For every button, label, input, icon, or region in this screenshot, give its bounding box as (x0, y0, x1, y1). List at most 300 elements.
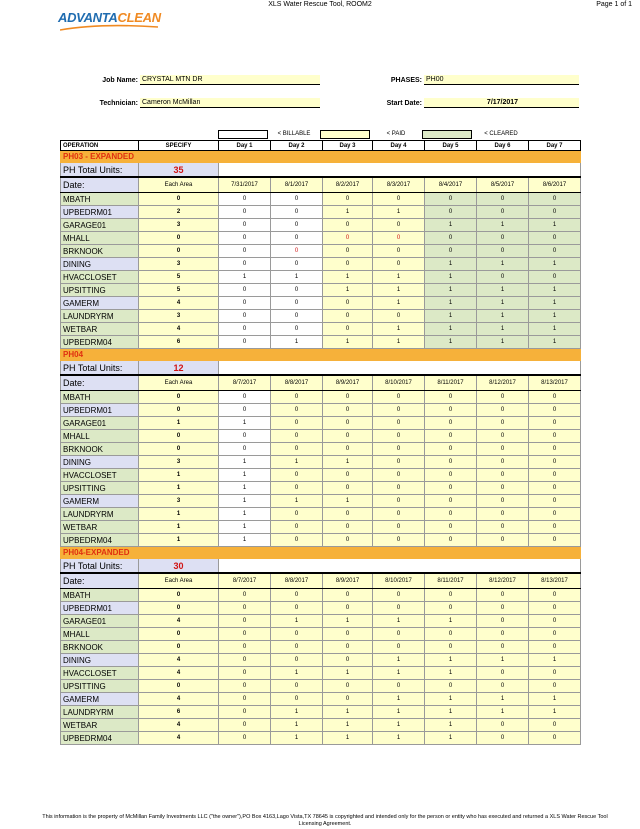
day-cell[interactable]: 1 (477, 310, 529, 323)
day-cell[interactable]: 0 (477, 602, 529, 615)
day-cell[interactable]: 0 (529, 469, 581, 482)
day-cell[interactable]: 1 (271, 706, 323, 719)
day-cell[interactable]: 0 (529, 680, 581, 693)
day-cell[interactable]: 0 (323, 245, 373, 258)
day-cell[interactable]: 0 (477, 391, 529, 404)
day-cell[interactable]: 0 (373, 495, 425, 508)
day-cell[interactable]: 0 (425, 641, 477, 654)
day-cell[interactable]: 0 (323, 258, 373, 271)
day-cell[interactable]: 0 (271, 193, 323, 206)
day-cell[interactable]: 0 (271, 245, 323, 258)
day-cell[interactable]: 0 (477, 680, 529, 693)
day-cell[interactable]: 0 (373, 469, 425, 482)
day-cell[interactable]: 0 (373, 404, 425, 417)
specify-cell[interactable]: 0 (139, 245, 219, 258)
day-cell[interactable]: 1 (323, 456, 373, 469)
day-cell[interactable]: 0 (219, 602, 271, 615)
room-name: UPSITTING (61, 680, 139, 693)
day-cell[interactable]: 1 (373, 693, 425, 706)
specify-cell[interactable]: 1 (139, 482, 219, 495)
day-cell[interactable]: 1 (323, 667, 373, 680)
specify-cell[interactable]: 0 (139, 641, 219, 654)
day-cell[interactable]: 0 (477, 245, 529, 258)
day-cell[interactable]: 0 (373, 534, 425, 547)
day-cell[interactable]: 0 (219, 719, 271, 732)
day-cell[interactable]: 0 (529, 667, 581, 680)
day-cell[interactable]: 0 (529, 417, 581, 430)
day-cell[interactable]: 0 (219, 297, 271, 310)
day-cell[interactable]: 0 (477, 615, 529, 628)
specify-cell[interactable]: 4 (139, 297, 219, 310)
day-cell[interactable]: 0 (219, 404, 271, 417)
day-cell[interactable]: 0 (271, 232, 323, 245)
specify-cell[interactable]: 1 (139, 534, 219, 547)
day-cell[interactable]: 0 (373, 430, 425, 443)
day-cell[interactable]: 0 (477, 193, 529, 206)
day-cell[interactable]: 0 (323, 628, 373, 641)
day-cell[interactable]: 1 (323, 732, 373, 745)
day-cell[interactable]: 1 (425, 323, 477, 336)
day-cell[interactable]: 1 (425, 284, 477, 297)
day-cell[interactable]: 1 (373, 323, 425, 336)
day-cell[interactable]: 0 (477, 495, 529, 508)
day-cell[interactable]: 0 (373, 391, 425, 404)
day-cell[interactable]: 1 (219, 417, 271, 430)
day-cell[interactable]: 1 (529, 284, 581, 297)
day-cell[interactable]: 1 (529, 336, 581, 349)
day-cell[interactable]: 0 (323, 534, 373, 547)
day-cell[interactable]: 0 (373, 521, 425, 534)
day-cell[interactable]: 1 (477, 336, 529, 349)
day-cell[interactable]: 0 (529, 391, 581, 404)
day-cell[interactable]: 0 (477, 589, 529, 602)
day-cell[interactable]: 0 (425, 391, 477, 404)
day-cell[interactable]: 0 (373, 310, 425, 323)
day-cell[interactable]: 0 (529, 495, 581, 508)
day-cell[interactable]: 1 (529, 258, 581, 271)
day-cell[interactable]: 0 (271, 404, 323, 417)
specify-cell[interactable]: 3 (139, 219, 219, 232)
day-cell[interactable]: 0 (477, 719, 529, 732)
day-cell[interactable]: 0 (323, 310, 373, 323)
job-name-field[interactable]: CRYSTAL MTN DR (140, 75, 320, 85)
day-cell[interactable]: 1 (323, 206, 373, 219)
day-cell[interactable]: 0 (477, 456, 529, 469)
day-cell[interactable]: 1 (271, 667, 323, 680)
day-cell[interactable]: 1 (219, 469, 271, 482)
day-cell[interactable]: 1 (323, 615, 373, 628)
day-cell[interactable]: 1 (425, 258, 477, 271)
day-cell[interactable]: 0 (425, 245, 477, 258)
day-cell[interactable]: 0 (271, 693, 323, 706)
day-cell[interactable]: 0 (323, 417, 373, 430)
day-cell[interactable]: 0 (425, 430, 477, 443)
day-cell[interactable]: 0 (271, 323, 323, 336)
day-cell[interactable]: 0 (529, 719, 581, 732)
day-cell[interactable]: 1 (529, 693, 581, 706)
day-cell[interactable]: 0 (425, 404, 477, 417)
day-cell[interactable]: 0 (529, 589, 581, 602)
day-cell[interactable]: 1 (323, 336, 373, 349)
specify-cell[interactable]: 4 (139, 615, 219, 628)
day-cell[interactable]: 0 (373, 641, 425, 654)
specify-cell[interactable]: 6 (139, 336, 219, 349)
specify-cell[interactable]: 3 (139, 310, 219, 323)
day-cell[interactable]: 1 (425, 336, 477, 349)
day-cell[interactable]: 1 (373, 654, 425, 667)
day-cell[interactable]: 0 (271, 258, 323, 271)
day-cell[interactable]: 0 (271, 534, 323, 547)
specify-cell[interactable]: 0 (139, 391, 219, 404)
day-cell[interactable]: 0 (477, 641, 529, 654)
day-cell[interactable]: 1 (271, 615, 323, 628)
day-cell[interactable]: 0 (323, 193, 373, 206)
specify-cell[interactable]: 4 (139, 323, 219, 336)
day-cell[interactable]: 0 (323, 297, 373, 310)
day-cell[interactable]: 0 (529, 615, 581, 628)
day-cell[interactable]: 0 (271, 443, 323, 456)
day-cell[interactable]: 0 (271, 297, 323, 310)
day-cell[interactable]: 1 (373, 297, 425, 310)
day-cell[interactable]: 0 (425, 589, 477, 602)
day-cell[interactable]: 1 (529, 310, 581, 323)
day-cell[interactable]: 0 (271, 602, 323, 615)
specify-cell[interactable]: 0 (139, 430, 219, 443)
day-cell[interactable]: 0 (373, 589, 425, 602)
day-cell[interactable]: 0 (219, 443, 271, 456)
day-cell[interactable]: 0 (271, 482, 323, 495)
specify-cell[interactable]: 1 (139, 521, 219, 534)
day-cell[interactable]: 1 (373, 271, 425, 284)
specify-cell[interactable]: 5 (139, 271, 219, 284)
day-cell[interactable]: 1 (219, 495, 271, 508)
day-cell[interactable]: 0 (425, 417, 477, 430)
day-cell[interactable]: 0 (219, 680, 271, 693)
day-cell[interactable]: 0 (373, 443, 425, 456)
day-cell[interactable]: 1 (271, 719, 323, 732)
day-cell[interactable]: 0 (271, 391, 323, 404)
day-cell[interactable]: 1 (425, 654, 477, 667)
day-cell[interactable]: 1 (425, 706, 477, 719)
specify-cell[interactable]: 4 (139, 667, 219, 680)
day-cell[interactable]: 0 (529, 404, 581, 417)
day-cell[interactable]: 0 (323, 404, 373, 417)
day-cell[interactable]: 0 (219, 430, 271, 443)
day-cell[interactable]: 0 (219, 232, 271, 245)
day-cell[interactable]: 0 (425, 193, 477, 206)
day-cell[interactable]: 1 (219, 534, 271, 547)
day-cell[interactable]: 0 (477, 430, 529, 443)
day-cell[interactable]: 0 (323, 641, 373, 654)
day-cell[interactable]: 0 (425, 534, 477, 547)
day-cell[interactable]: 1 (477, 297, 529, 310)
day-cell[interactable]: 0 (425, 443, 477, 456)
room-name: DINING (61, 456, 139, 469)
specify-cell[interactable]: 0 (139, 589, 219, 602)
day-cell[interactable]: 0 (529, 482, 581, 495)
day-cell[interactable]: 1 (373, 732, 425, 745)
start-date-field[interactable]: 7/17/2017 (424, 98, 579, 108)
day-cell[interactable]: 0 (271, 641, 323, 654)
day-cell[interactable]: 1 (425, 719, 477, 732)
day-cell[interactable]: 0 (219, 323, 271, 336)
day-cell[interactable]: 1 (425, 667, 477, 680)
day-cell[interactable]: 0 (323, 693, 373, 706)
day-cell[interactable]: 0 (323, 521, 373, 534)
day-cell[interactable]: 0 (477, 534, 529, 547)
day-cell[interactable]: 0 (271, 284, 323, 297)
day-cell[interactable]: 0 (271, 508, 323, 521)
day-cell[interactable]: 1 (323, 719, 373, 732)
specify-cell[interactable]: 3 (139, 456, 219, 469)
technician-field[interactable]: Cameron McMillan (140, 98, 320, 108)
day-cell[interactable]: 0 (373, 245, 425, 258)
day-cell[interactable]: 1 (271, 456, 323, 469)
day-cell[interactable]: 1 (529, 297, 581, 310)
day-cell[interactable]: 0 (477, 521, 529, 534)
day-cell[interactable]: 0 (219, 206, 271, 219)
day-cell[interactable]: 0 (373, 193, 425, 206)
day-cell[interactable]: 0 (477, 443, 529, 456)
each-area-label: Each Area (139, 375, 219, 391)
day-cell[interactable]: 0 (477, 206, 529, 219)
day-cell[interactable]: 0 (271, 628, 323, 641)
day-cell[interactable]: 1 (425, 693, 477, 706)
day-cell[interactable]: 1 (373, 667, 425, 680)
day-cell[interactable]: 0 (373, 508, 425, 521)
day-cell[interactable]: 0 (477, 732, 529, 745)
specify-cell[interactable]: 0 (139, 232, 219, 245)
day-cell[interactable]: 1 (373, 719, 425, 732)
day-cell[interactable]: 0 (323, 508, 373, 521)
day-cell[interactable]: 0 (323, 654, 373, 667)
day-cell[interactable]: 1 (425, 219, 477, 232)
day-cell[interactable]: 1 (219, 521, 271, 534)
day-cell[interactable]: 0 (323, 589, 373, 602)
day-cell[interactable]: 1 (425, 310, 477, 323)
day-cell[interactable]: 0 (477, 417, 529, 430)
day-cell[interactable]: 0 (219, 336, 271, 349)
day-cell[interactable]: 1 (373, 284, 425, 297)
specify-cell[interactable]: 2 (139, 206, 219, 219)
day-cell[interactable]: 0 (529, 628, 581, 641)
day-cell[interactable]: 1 (529, 323, 581, 336)
day-cell[interactable]: 0 (529, 456, 581, 469)
day-cell[interactable]: 0 (271, 430, 323, 443)
day-cell[interactable]: 0 (271, 206, 323, 219)
day-cell[interactable]: 0 (425, 602, 477, 615)
day-cell[interactable]: 0 (425, 495, 477, 508)
specify-cell[interactable]: 0 (139, 628, 219, 641)
day-cell[interactable]: 0 (219, 245, 271, 258)
day-cell[interactable]: 0 (219, 284, 271, 297)
day-cell[interactable]: 0 (529, 641, 581, 654)
day-cell[interactable]: 0 (373, 232, 425, 245)
day-cell[interactable]: 0 (529, 521, 581, 534)
day-cell[interactable]: 0 (271, 219, 323, 232)
specify-cell[interactable]: 0 (139, 193, 219, 206)
day-cell[interactable]: 0 (323, 469, 373, 482)
day-cell[interactable]: 0 (271, 589, 323, 602)
day-cell[interactable]: 0 (219, 615, 271, 628)
day-cell[interactable]: 1 (477, 323, 529, 336)
day-cell[interactable]: 0 (271, 654, 323, 667)
day-cell[interactable]: 0 (271, 469, 323, 482)
col-day4: Day 4 (373, 141, 425, 151)
day-cell[interactable]: 0 (323, 219, 373, 232)
date-cell: 8/11/2017 (425, 375, 477, 391)
day-cell[interactable]: 0 (271, 310, 323, 323)
day-cell[interactable]: 0 (271, 521, 323, 534)
day-cell[interactable]: 0 (529, 732, 581, 745)
day-cell[interactable]: 0 (373, 602, 425, 615)
specify-cell[interactable]: 1 (139, 417, 219, 430)
day-cell[interactable]: 0 (425, 628, 477, 641)
specify-cell[interactable]: 4 (139, 654, 219, 667)
day-cell[interactable]: 0 (425, 508, 477, 521)
day-cell[interactable]: 0 (219, 732, 271, 745)
day-cell[interactable]: 0 (373, 417, 425, 430)
day-cell[interactable]: 0 (373, 456, 425, 469)
day-cell[interactable]: 1 (323, 284, 373, 297)
day-cell[interactable]: 0 (323, 482, 373, 495)
day-cell[interactable]: 1 (477, 258, 529, 271)
day-cell[interactable]: 1 (219, 508, 271, 521)
day-cell[interactable]: 1 (425, 615, 477, 628)
day-cell[interactable]: 0 (529, 232, 581, 245)
room-row (61, 417, 581, 430)
day-cell[interactable]: 0 (219, 654, 271, 667)
day-cell[interactable]: 0 (529, 602, 581, 615)
specify-cell[interactable]: 0 (139, 680, 219, 693)
day-cell[interactable]: 0 (373, 258, 425, 271)
day-cell[interactable]: 1 (425, 271, 477, 284)
day-cell[interactable]: 1 (271, 336, 323, 349)
day-cell[interactable]: 1 (529, 219, 581, 232)
day-cell[interactable]: 0 (219, 641, 271, 654)
day-cell[interactable]: 0 (529, 245, 581, 258)
specify-cell[interactable]: 3 (139, 495, 219, 508)
day-cell[interactable]: 0 (323, 680, 373, 693)
day-cell[interactable]: 0 (373, 219, 425, 232)
day-cell[interactable]: 0 (529, 193, 581, 206)
day-cell[interactable]: 1 (477, 284, 529, 297)
day-cell[interactable]: 1 (477, 693, 529, 706)
day-cell[interactable]: 1 (271, 495, 323, 508)
day-cell[interactable]: 0 (529, 430, 581, 443)
specify-cell[interactable]: 0 (139, 443, 219, 456)
day-cell[interactable]: 0 (425, 469, 477, 482)
specify-cell[interactable]: 1 (139, 508, 219, 521)
day-cell[interactable]: 1 (477, 706, 529, 719)
day-cell[interactable]: 0 (477, 232, 529, 245)
day-cell[interactable]: 0 (323, 602, 373, 615)
phases-field[interactable]: PH00 (424, 75, 579, 85)
day-cell[interactable]: 1 (219, 271, 271, 284)
day-cell[interactable]: 1 (477, 654, 529, 667)
day-cell[interactable]: 1 (477, 219, 529, 232)
day-cell[interactable]: 0 (373, 680, 425, 693)
specify-cell[interactable]: 6 (139, 706, 219, 719)
ph-total-units-value: 35 (139, 163, 219, 178)
day-cell[interactable]: 0 (323, 323, 373, 336)
day-cell[interactable]: 0 (219, 310, 271, 323)
day-cell[interactable]: 0 (373, 628, 425, 641)
day-cell[interactable]: 1 (373, 206, 425, 219)
day-cell[interactable]: 0 (323, 232, 373, 245)
day-cell[interactable]: 0 (373, 482, 425, 495)
specify-cell[interactable]: 4 (139, 719, 219, 732)
specify-cell[interactable]: 3 (139, 258, 219, 271)
day-cell[interactable]: 0 (477, 482, 529, 495)
day-cell[interactable]: 0 (323, 443, 373, 456)
day-cell[interactable]: 1 (219, 456, 271, 469)
day-cell[interactable]: 1 (373, 336, 425, 349)
day-cell[interactable]: 0 (477, 404, 529, 417)
day-cell[interactable]: 1 (529, 654, 581, 667)
day-cell[interactable]: 0 (529, 206, 581, 219)
day-cell[interactable]: 1 (323, 706, 373, 719)
day-cell[interactable]: 0 (219, 628, 271, 641)
day-cell[interactable]: 0 (219, 219, 271, 232)
day-cell[interactable]: 1 (219, 482, 271, 495)
specify-cell[interactable]: 1 (139, 469, 219, 482)
day-cell[interactable]: 0 (425, 206, 477, 219)
day-cell[interactable]: 1 (271, 732, 323, 745)
day-cell[interactable]: 0 (529, 443, 581, 456)
day-cell[interactable]: 0 (219, 667, 271, 680)
specify-cell[interactable]: 0 (139, 404, 219, 417)
day-cell[interactable]: 0 (477, 271, 529, 284)
day-cell[interactable]: 0 (219, 193, 271, 206)
day-cell[interactable]: 1 (425, 297, 477, 310)
day-cell[interactable]: 0 (477, 628, 529, 641)
day-cell[interactable]: 1 (323, 271, 373, 284)
day-cell[interactable]: 0 (425, 680, 477, 693)
specify-cell[interactable]: 4 (139, 693, 219, 706)
day-cell[interactable]: 1 (425, 732, 477, 745)
day-cell[interactable]: 0 (271, 680, 323, 693)
day-cell[interactable]: 1 (529, 706, 581, 719)
day-cell[interactable]: 0 (477, 469, 529, 482)
day-cell[interactable]: 0 (477, 667, 529, 680)
day-cell[interactable]: 1 (373, 615, 425, 628)
day-cell[interactable]: 0 (271, 417, 323, 430)
day-cell[interactable]: 0 (425, 482, 477, 495)
day-cell[interactable]: 0 (425, 521, 477, 534)
specify-cell[interactable]: 4 (139, 732, 219, 745)
day-cell[interactable]: 0 (425, 456, 477, 469)
specify-cell[interactable]: 5 (139, 284, 219, 297)
day-cell[interactable]: 0 (529, 271, 581, 284)
day-cell[interactable]: 0 (219, 258, 271, 271)
day-cell[interactable]: 0 (529, 534, 581, 547)
day-cell[interactable]: 0 (323, 391, 373, 404)
day-cell[interactable]: 0 (219, 706, 271, 719)
day-cell[interactable]: 0 (529, 508, 581, 521)
day-cell[interactable]: 0 (477, 508, 529, 521)
room-name: UPBEDRM01 (61, 602, 139, 615)
specify-cell[interactable]: 0 (139, 602, 219, 615)
day-cell[interactable]: 0 (425, 232, 477, 245)
day-cell[interactable]: 1 (271, 271, 323, 284)
day-cell[interactable]: 0 (219, 391, 271, 404)
day-cell[interactable]: 0 (323, 430, 373, 443)
day-cell[interactable]: 0 (219, 589, 271, 602)
day-cell[interactable]: 1 (323, 495, 373, 508)
day-cell[interactable]: 0 (219, 693, 271, 706)
day-cell[interactable]: 1 (373, 706, 425, 719)
